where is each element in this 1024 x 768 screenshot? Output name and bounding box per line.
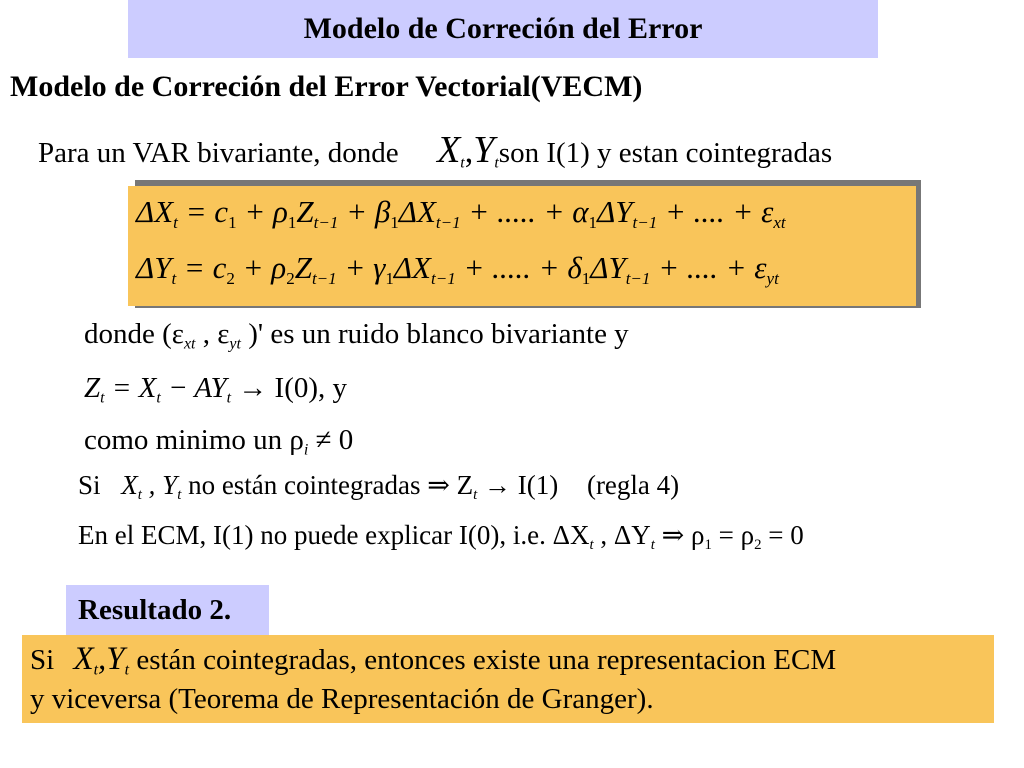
result-label-text: Resultado 2. [78,593,232,626]
intro-var-y: Y [473,129,495,171]
intro-comma: , [464,133,474,170]
intro-prefix: Para un VAR bivariante, donde [38,137,399,169]
equation-y: $\Delta Y_t = c_2 + \rho_2Z_{t-1} + \gamma_1\Delta X_{t-1}$ + ..... + $\delta_1\Delta Y_{t-1}$ + .... + $\varepsilon_{yt}$ [136,250,779,288]
intro-sub-x: t [460,154,465,172]
noise-line: donde ($\varepsilon_{xt}$ , $\varepsilon_{yt}$ )' es un ruido blanco bivariante y [84,318,629,353]
intro-suffix: son I(1) y estan cointegradas [498,137,833,169]
vecm-equation-box [128,186,916,306]
z-definition-line: $Z_t = X_t - AY_t \to I(0)$, y [84,372,348,407]
slide-title-bar [128,0,878,58]
result-line-2: y viceversa (Teorema de Representación de Granger). [30,683,654,715]
minimum-line: como minimo un $\rho_i \ne 0$ [84,424,354,459]
intro-sub-y: t [494,154,499,172]
result-label [66,585,269,635]
intro-var-x: X [437,129,461,171]
si-line: Si $X_t$ , $Y_t$ no están cointegradas ⇒ $Z_t \to I(1)$ (regla 4) [78,470,680,504]
result-box [22,635,994,723]
slide-subtitle: Modelo de Correción del Error Vectorial(VECM) [10,70,643,103]
result-line-1: Si $X_t,Y_t$ están cointegradas, entonces existe una representacion ECM [30,641,837,679]
ecm-line: En el ECM, I(1) no puede explicar I(0), i.e. $\Delta X_t$ , $\Delta Y_t$ ⇒ $\rho_1 = \rho_2 = 0$ [78,520,804,554]
equation-x: $\Delta X_t = c_1 + \rho_1Z_{t-1} + \beta_1\Delta X_{t-1}$ + ..... + $\alpha_1\Delta Y_{t-1}$ + .... + $\varepsilon_{xt}$ [136,194,786,232]
intro-line [38,128,832,173]
slide-title: Modelo de Correción del Error [303,12,703,45]
